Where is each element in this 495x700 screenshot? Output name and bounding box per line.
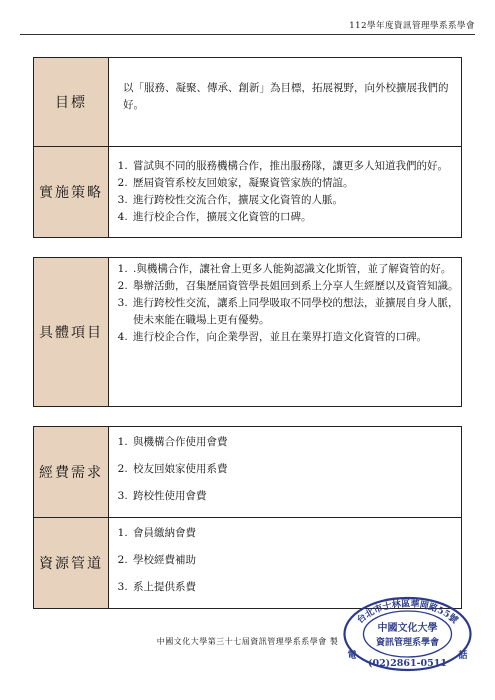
- funding-list: [109, 434, 461, 505]
- funding-resources-section: [33, 426, 462, 609]
- list-item: 4. 進行校企合作，向企業學習，並且在業界打造文化資管的口碑。: [131, 329, 461, 346]
- goal-text: 以「服務、凝聚、傳承、創新」為目標，拓展視野，向外校擴展我們的好。: [123, 82, 449, 111]
- strategy-list: [109, 158, 461, 226]
- seal-phone: (02)2861-0511: [367, 658, 448, 669]
- projects-list: [109, 261, 461, 346]
- goal-label: 目標: [34, 58, 109, 147]
- list-item: 2. 校友回娘家使用系費: [131, 461, 461, 478]
- page-header: 112學年度資訊管理學系系學會: [349, 21, 475, 31]
- list-item: 3. 系上提供系費: [131, 579, 461, 596]
- list-item: 2. 學校經費補助: [131, 552, 461, 569]
- page-footer: 中國文化大學第三十七屆資訊管理學系系學會 製: [156, 637, 339, 646]
- list-item: 2. 舉辦活動，召集歷屆資管學長姐回到系上分享人生經歷以及資管知識。: [131, 278, 461, 295]
- seal-right-char: 話: [458, 651, 468, 661]
- strategy-section: [33, 146, 462, 238]
- list-item: 3. 進行跨校性交流合作，擴展文化資管的人脈。: [131, 192, 461, 209]
- seal-inner-ring: [364, 611, 452, 657]
- list-item: 1. 與機構合作使用會費: [131, 434, 461, 451]
- list-item: 4. 進行校企合作，擴展文化資管的口碑。: [131, 209, 461, 226]
- list-item: 1. 會員繳納會費: [131, 525, 461, 542]
- resources-list: [109, 525, 461, 596]
- goal-section: [33, 57, 462, 147]
- list-item: 2. 歷屆資管系校友回娘家，凝聚資管家族的情誼。: [131, 175, 461, 192]
- seal-left-char: 電: [347, 651, 357, 661]
- list-item: 3. 跨校性使用會費: [131, 488, 461, 505]
- strategy-label: 實施策略: [34, 147, 109, 238]
- seal-line-2: 資訊管理系學會: [375, 638, 440, 648]
- list-item: 1. 嘗試與不同的服務機構合作，推出服務隊，讓更多人知道我們的好。: [131, 158, 461, 175]
- seal-address-text: 台北市士林區華岡路55號: [355, 599, 460, 626]
- funding-label: 經費需求: [34, 427, 109, 518]
- projects-label: 具體項目: [34, 258, 109, 407]
- resources-label: 資源管道: [34, 518, 109, 609]
- header-rule: [20, 34, 475, 35]
- list-item: 1. .與機構合作，讓社會上更多人能夠認識文化斯管，並了解資管的好。: [131, 261, 461, 278]
- projects-section: [33, 257, 462, 407]
- list-item: 3. 進行跨校性交流，讓系上同學吸取不同學校的想法，並擴展自身人脈，使未來能在職場上更有優勢。: [131, 295, 461, 329]
- seal-stamp-icon: [340, 592, 475, 672]
- seal-line-1: 中國文化大學: [377, 623, 438, 634]
